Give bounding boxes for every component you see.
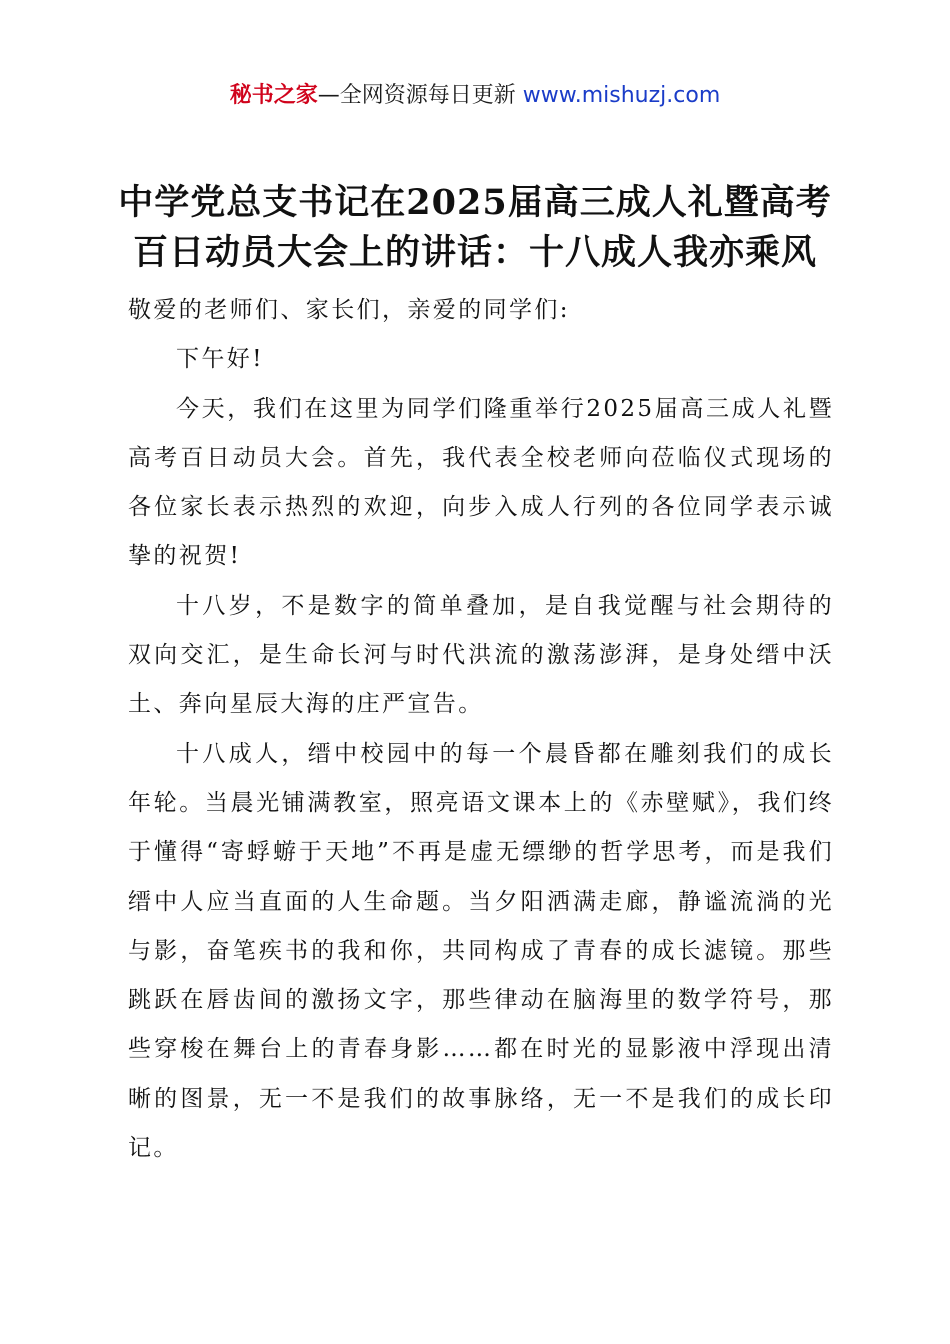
salutation: 敬爱的老师们、家长们，亲爱的同学们: (128, 297, 570, 323)
title-line-2: 百日动员大会上的讲话：十八成人我亦乘风 (132, 232, 817, 273)
paragraph-opening: 今天，我们在这里为同学们隆重举行2025届高三成人礼暨高考百日动员大会。首先，我代表全校老师向莅临仪式现场的各位家长表示热烈的欢迎，向步入成人行列的各位同学表示诚挚的祝贺! (128, 395, 834, 570)
paragraph-greeting: 下午好! (176, 346, 264, 373)
site-url-link[interactable]: www.mishuzj.com (522, 83, 721, 108)
speech-body (128, 286, 834, 1173)
document-title (100, 178, 850, 278)
paragraph-eighteen: 十八岁，不是数字的简单叠加，是自我觉醒与社会期待的双向交汇，是生命长河与时代洪流的激荡澎湃，是身处缙中沃土、奔向星辰大海的庄严宣告。 (128, 592, 834, 718)
site-header (0, 82, 950, 110)
paragraph-campus: 十八成人，缙中校园中的每一个晨昏都在雕刻我们的成长年轮。当晨光铺满教室，照亮语文课本上的《赤壁赋》，我们终于懂得“寄蜉蝣于天地”不再是虚无缥缈的哲学思考，而是我们缙中人应当直面的人生命题。当夕阳洒满走廊，静谧流淌的光与影，奋笔疾书的我和你，共同构成了青春的成长滤镜。那些跳跃在唇齿间的激扬文字，那些律动在脑海里的数学符号，那些穿梭在舞台上的青春身影……都在时光的显影液中浮现出清晰的图景，无一不是我们的故事脉络，无一不是我们的成长印记。 (128, 740, 834, 1162)
title-line-1: 中学党总支书记在2025届高三成人礼暨高考 (118, 182, 832, 223)
brand-name: 秘书之家 (229, 83, 318, 108)
header-tagline: —全网资源每日更新 (317, 83, 516, 108)
